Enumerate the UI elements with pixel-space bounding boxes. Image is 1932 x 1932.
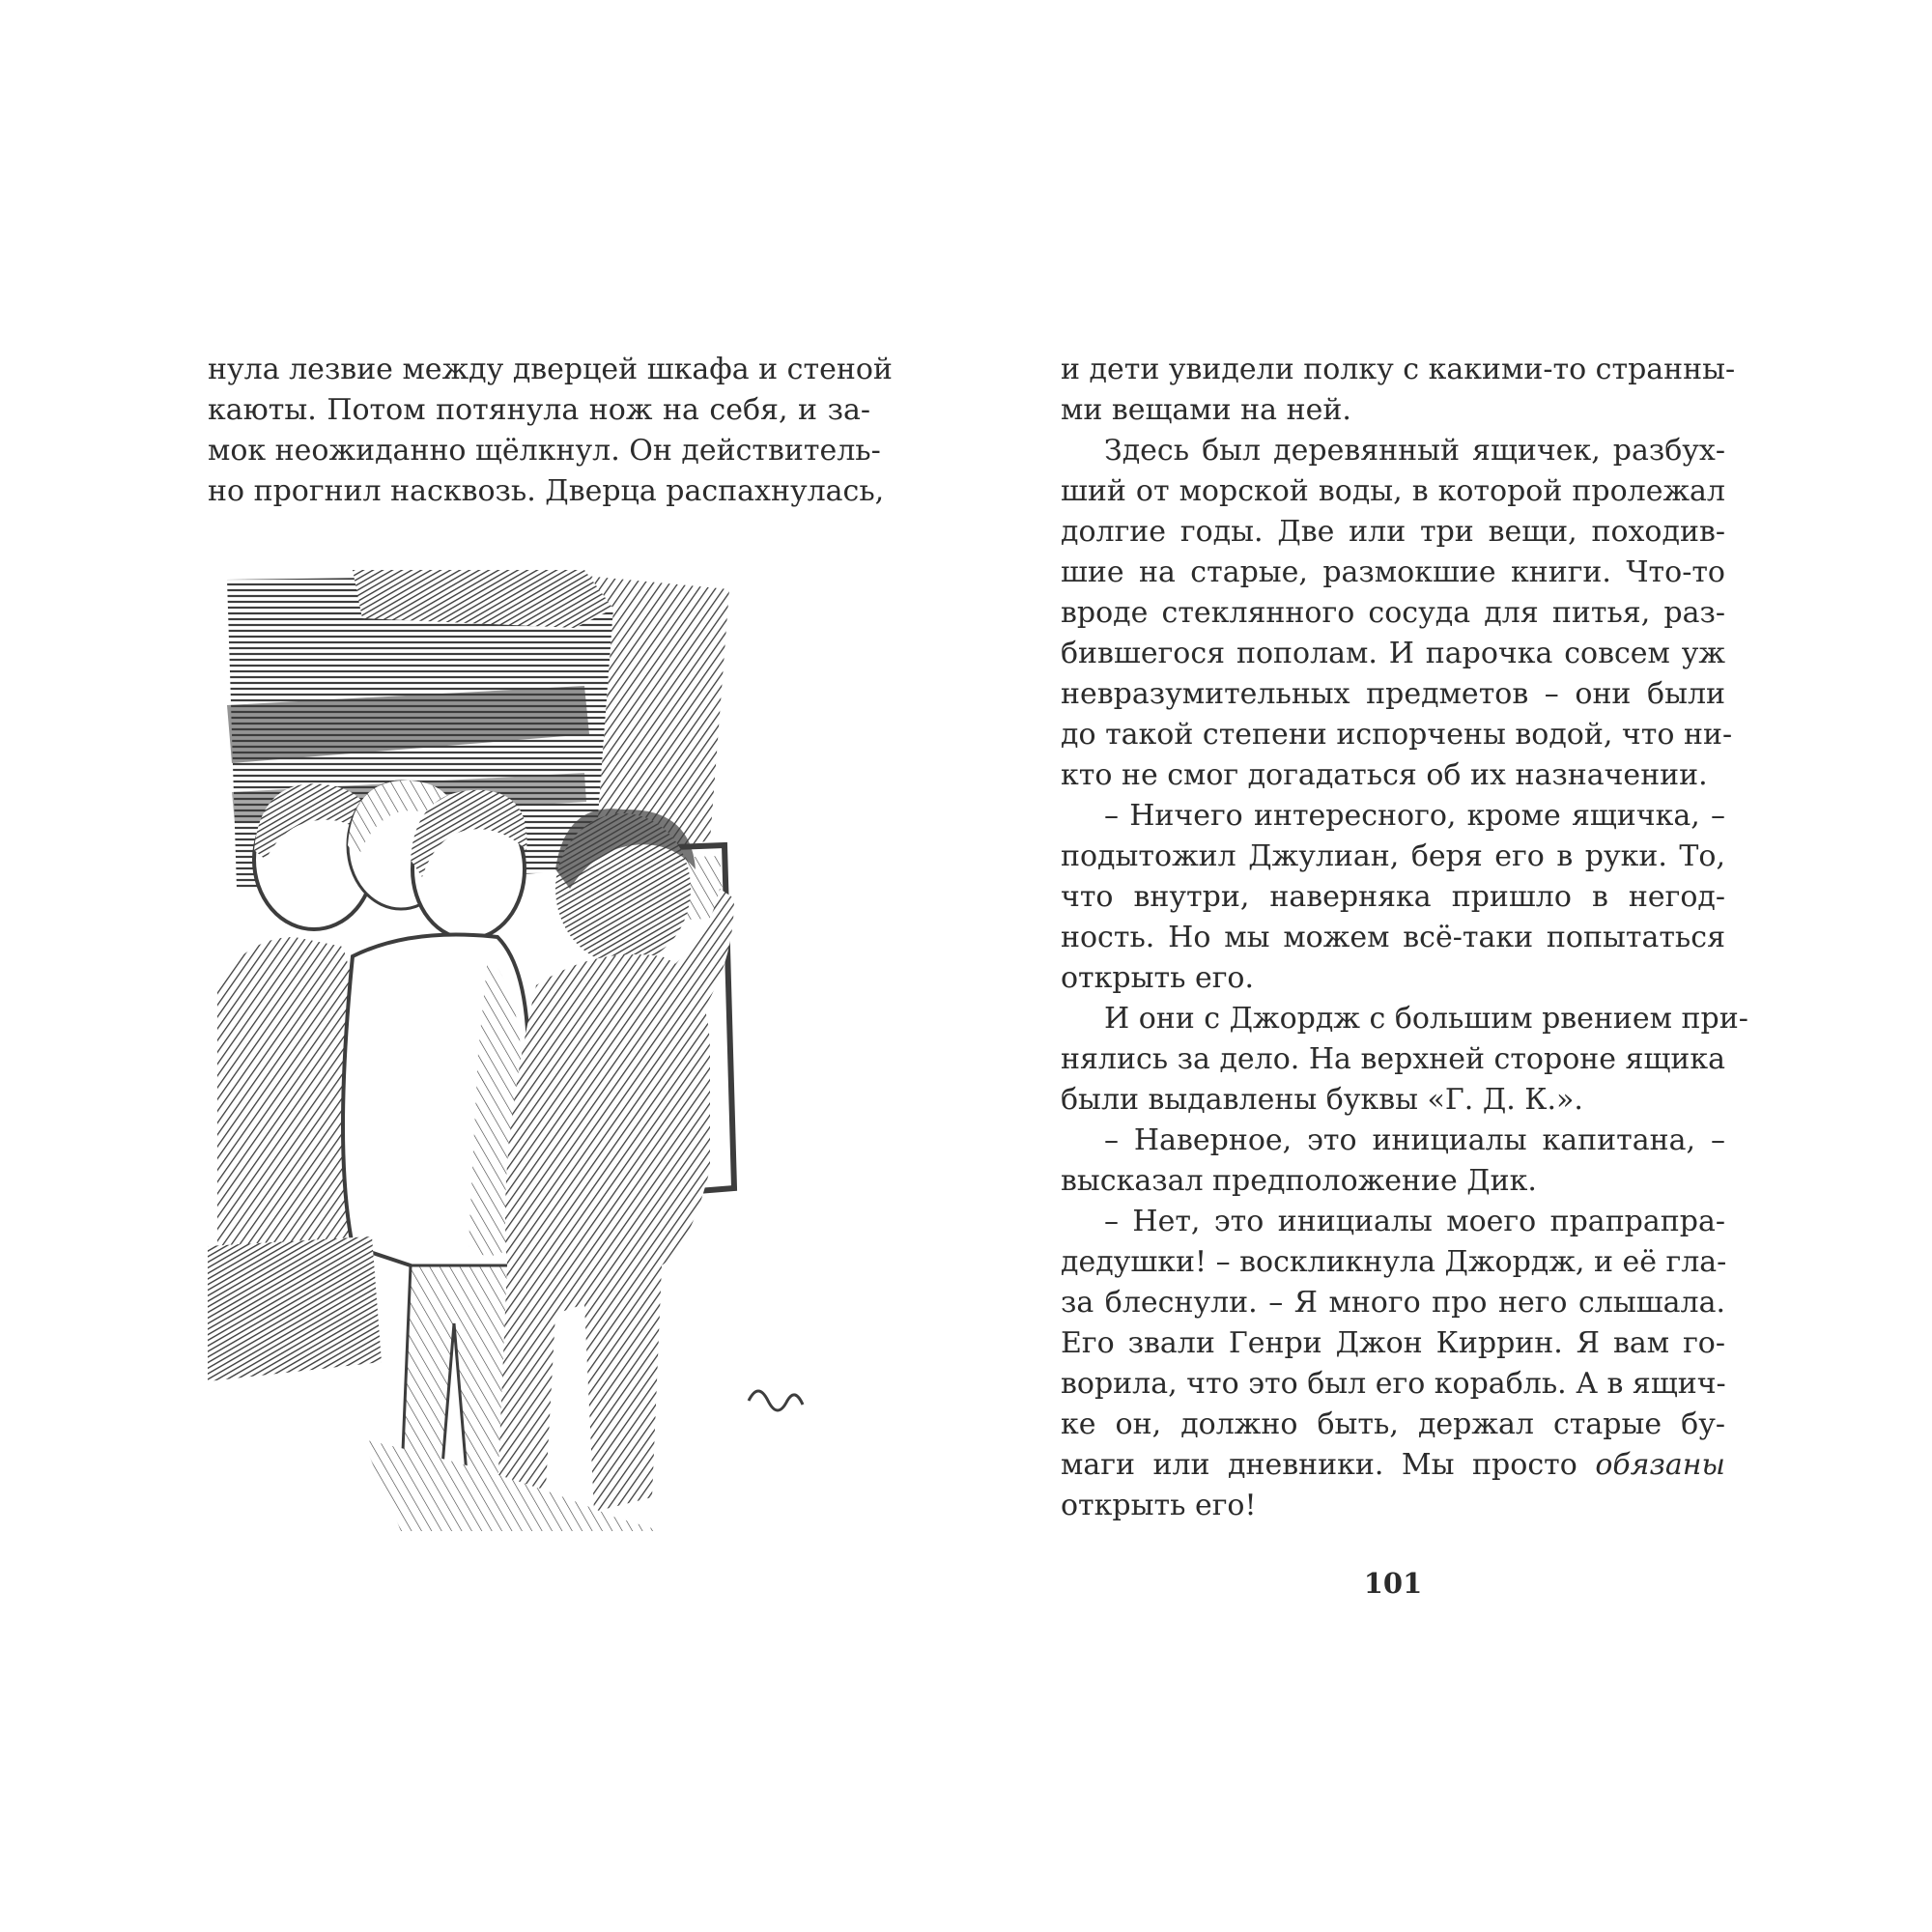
- text-line: и дети увидели полку с какими-то странны-: [1061, 353, 1736, 386]
- text-run: маги или дневники. Мы просто: [1061, 1448, 1577, 1482]
- text-line: открыть его!: [1061, 1489, 1257, 1522]
- text-line: вроде стеклянного сосуда для питья, раз-: [1061, 596, 1725, 630]
- text-line: ший от морской воды, в которой пролежал: [1061, 474, 1725, 508]
- text-line: Его звали Генри Джон Киррин. Я вам го-: [1061, 1326, 1725, 1360]
- text-line: нула лезвие между дверцей шкафа и стеной: [208, 353, 893, 386]
- text-line: высказал предположение Дик.: [1061, 1164, 1537, 1198]
- text-line: открыть его.: [1061, 961, 1255, 995]
- text-line: мок неожиданно щёлкнул. Он действитель-: [208, 434, 881, 468]
- foreground-bunk: [208, 1236, 382, 1381]
- text-line: – Наверное, это инициалы капитана, –: [1104, 1123, 1725, 1157]
- text-line: долгие годы. Две или три вещи, походив-: [1061, 515, 1725, 549]
- artist-signature: [749, 1391, 803, 1410]
- boy-left-body: [217, 937, 362, 1265]
- text-line: Здесь был деревянный ящичек, разбух-: [1104, 434, 1725, 468]
- cabin-ceiling-beam: [353, 570, 613, 628]
- text-line: каюты. Потом потянула нож на себя, и за-: [208, 393, 870, 427]
- page-number: 101: [1363, 1567, 1423, 1600]
- emphasis-word: обязаны: [1595, 1448, 1725, 1482]
- george-body: [497, 954, 710, 1512]
- text-line: ворила, что это был его корабль. А в ящич-: [1061, 1367, 1726, 1401]
- text-line: кто не смог догадаться об их назначении.: [1061, 758, 1708, 792]
- illustration-children-at-cupboard-icon: [208, 570, 870, 1536]
- right-page-text: [1061, 350, 1748, 1526]
- text-line: подытожил Джулиан, беря его в руки. То,: [1061, 839, 1725, 873]
- text-line: – Ничего интересного, кроме ящичка, –: [1104, 799, 1725, 833]
- text-line-with-emphasis: [1061, 1445, 1725, 1486]
- text-line: ми вещами на ней.: [1061, 393, 1351, 427]
- text-line: но прогнил насквозь. Дверца распахнулась,: [208, 474, 885, 508]
- text-line: дедушки! – воскликнула Джордж, и её гла-: [1061, 1245, 1727, 1279]
- text-line: ке он, должно быть, держал старые бу-: [1061, 1407, 1725, 1441]
- text-line: ность. Но мы можем всё-таки попытаться: [1061, 921, 1725, 954]
- text-line: бившегося пополам. И парочка совсем уж: [1061, 637, 1725, 670]
- text-line: до такой степени испорчены водой, что ни-: [1061, 718, 1733, 752]
- text-line: – Нет, это инициалы моего прапрапра-: [1104, 1205, 1725, 1238]
- text-line: нялись за дело. На верхней стороне ящика: [1061, 1042, 1725, 1076]
- text-line: были выдавлены буквы «Г. Д. К.».: [1061, 1083, 1583, 1117]
- text-line: что внутри, наверняка пришло в негод-: [1061, 880, 1725, 914]
- text-line: шие на старые, размокшие книги. Что-то: [1061, 555, 1725, 589]
- text-line: за блеснули. – Я много про него слышала.: [1061, 1286, 1725, 1320]
- text-line: невразумительных предметов – они были: [1061, 677, 1725, 711]
- left-page-text: [208, 350, 893, 512]
- text-line: И они с Джордж с большим рвением при-: [1104, 1002, 1748, 1036]
